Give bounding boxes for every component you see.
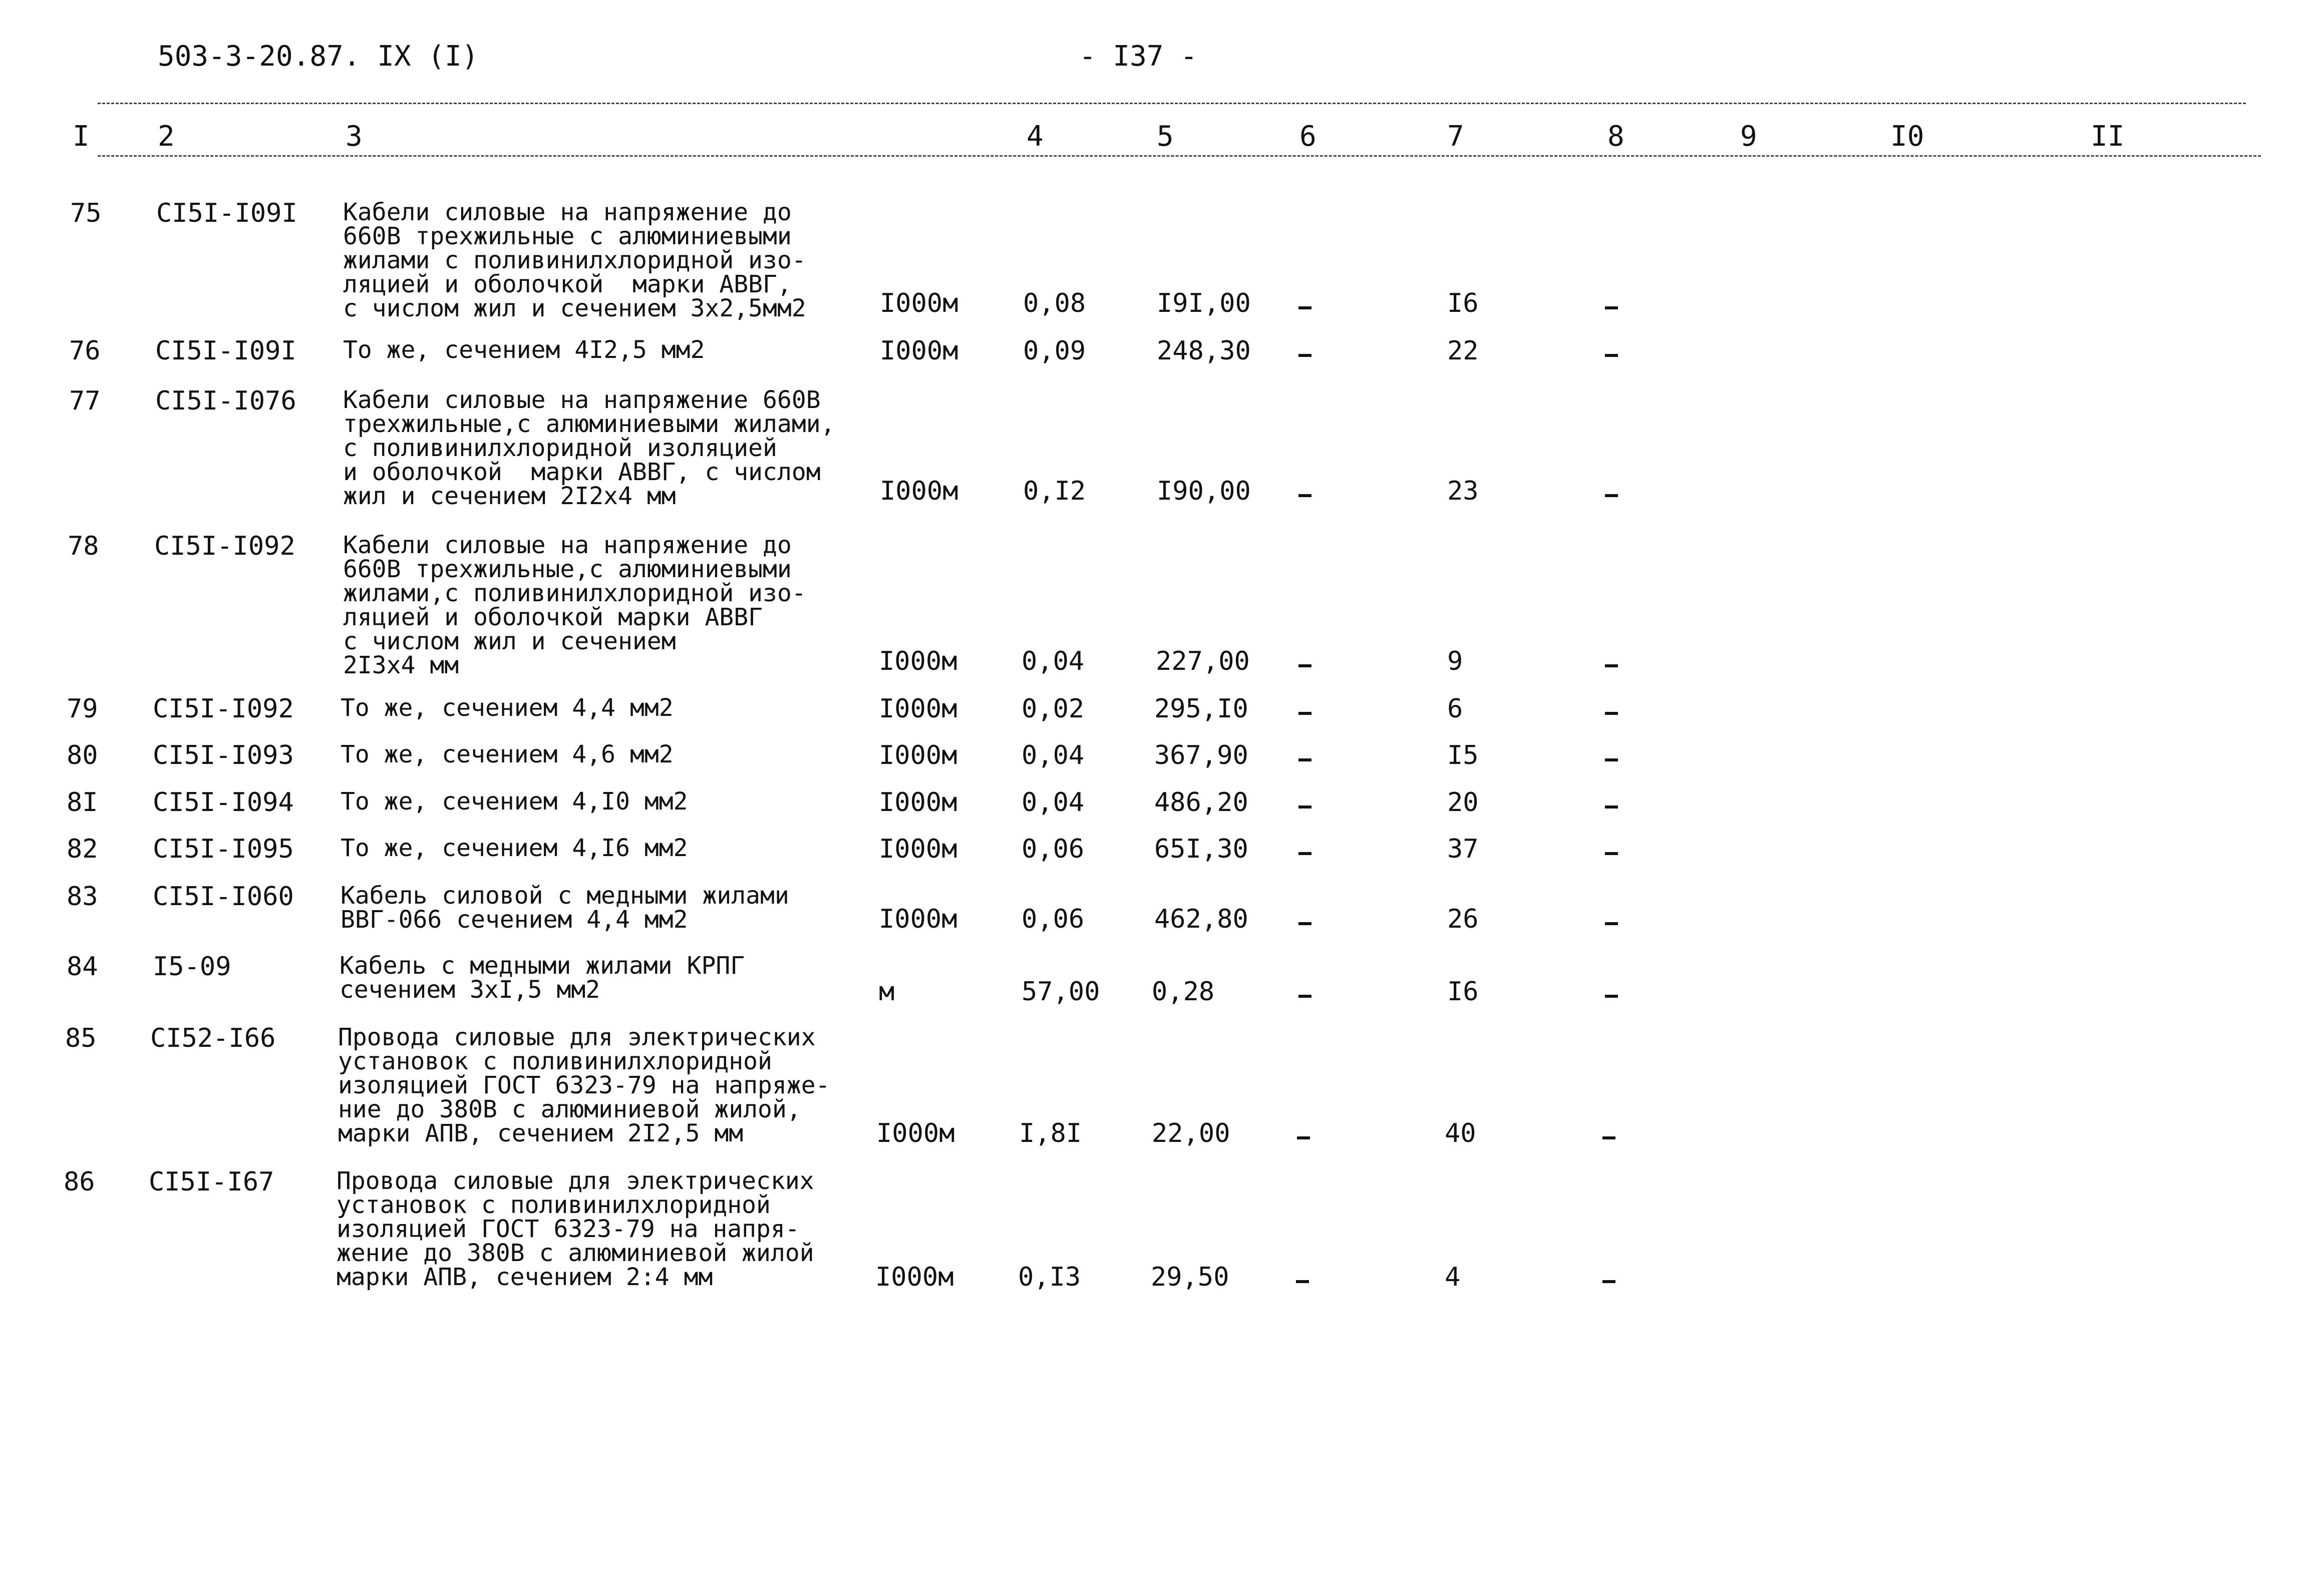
column-header-1: I (73, 120, 90, 153)
row-col6-dash (1298, 758, 1311, 761)
row-col6-dash (1298, 664, 1311, 667)
column-header-7: 7 (1447, 120, 1464, 153)
column-header-4: 4 (1027, 120, 1044, 153)
row-number: 84 (67, 952, 98, 982)
row-number: 82 (67, 834, 98, 864)
row-col6-dash (1298, 922, 1311, 925)
row-unit: I000м (880, 288, 958, 318)
row-number: 83 (67, 882, 98, 912)
row-col7: 4 (1445, 1262, 1461, 1292)
row-col7: I6 (1447, 977, 1479, 1007)
row-col7: 6 (1447, 694, 1463, 724)
row-code: CI5I-I060 (153, 882, 294, 912)
row-code: CI5I-I092 (154, 531, 295, 561)
row-unit: м (879, 977, 895, 1007)
row-col7: 22 (1447, 336, 1479, 366)
row-col5: 65I,30 (1154, 834, 1248, 864)
header-bottom-rule (98, 155, 2261, 157)
row-col8-dash (1605, 354, 1618, 357)
row-col7: 37 (1447, 834, 1479, 864)
row-number: 85 (65, 1023, 97, 1053)
row-col4: 0,02 (1022, 694, 1085, 724)
row-description: Кабели силовые на напряжение до 660В трехжильные с алюминиевыми жилами с поливинилхлоридной изо- ляцией и оболочкой марки АВВГ, с числом жил и сечением 3х2,5мм2 (343, 198, 806, 322)
row-col8-dash (1602, 1280, 1615, 1283)
row-number: 79 (67, 694, 98, 724)
column-header-6: 6 (1299, 120, 1316, 153)
row-unit: I000м (880, 336, 958, 366)
row-col8-dash (1605, 712, 1618, 715)
column-header-9: 9 (1740, 120, 1757, 153)
row-unit: I000м (879, 646, 957, 676)
row-col6-dash (1298, 354, 1311, 357)
row-description: Кабели силовые на напряжение 660В трехжильные,с алюминиевыми жилами, с поливинилхлоридной изоляцией и оболочкой марки АВВГ, с числом жил и сечением 2I2х4 мм (343, 386, 835, 510)
row-col5: I9I,00 (1157, 288, 1251, 318)
row-col8-dash (1605, 995, 1618, 998)
row-unit: I000м (876, 1118, 955, 1148)
row-col4: 0,I2 (1023, 476, 1086, 506)
row-col4: 0,09 (1023, 336, 1086, 366)
row-col5: I90,00 (1157, 476, 1251, 506)
row-col5: 22,00 (1152, 1118, 1230, 1148)
row-col5: 29,50 (1151, 1262, 1229, 1292)
row-number: 77 (69, 386, 101, 416)
row-number: 76 (69, 336, 101, 366)
row-col7: 23 (1447, 476, 1479, 506)
row-unit: I000м (879, 740, 957, 770)
row-col8-dash (1602, 1136, 1615, 1139)
row-col4: 0,06 (1022, 834, 1085, 864)
row-unit: I000м (879, 694, 957, 724)
row-col4: 0,I3 (1018, 1262, 1081, 1292)
row-col5: 227,00 (1156, 646, 1250, 676)
row-description: То же, сечением 4,I0 мм2 (341, 787, 688, 816)
row-code: CI5I-I095 (153, 834, 294, 864)
row-col5: 248,30 (1157, 336, 1251, 366)
row-description: Провода силовые для электрических установок с поливинилхлоридной изоляцией ГОСТ 6323-79 на напря- жение до 380В с алюминиевой жилой марки АПВ, сечением 2:4 мм (337, 1167, 814, 1291)
row-code: CI5I-I67 (149, 1167, 274, 1197)
row-col4: I,8I (1019, 1118, 1082, 1148)
row-col5: 486,20 (1154, 787, 1248, 818)
row-col4: 0,04 (1022, 646, 1085, 676)
row-code: CI5I-I092 (153, 694, 294, 724)
row-col6-dash (1298, 712, 1311, 715)
row-number: 78 (68, 531, 99, 561)
row-code: CI5I-I093 (153, 740, 294, 770)
row-description: То же, сечением 4,I6 мм2 (341, 834, 688, 862)
row-col4: 0,08 (1023, 288, 1086, 318)
header-top-rule (98, 103, 2246, 104)
row-code: I5-09 (153, 952, 231, 982)
row-code: CI52-I66 (150, 1023, 276, 1053)
row-col8-dash (1605, 758, 1618, 761)
row-col6-dash (1298, 995, 1311, 998)
row-code: CI5I-I094 (153, 787, 294, 818)
row-unit: I000м (875, 1262, 954, 1292)
row-col8-dash (1605, 806, 1618, 809)
row-number: 8I (67, 787, 98, 818)
row-col7: I6 (1447, 288, 1479, 318)
row-description: То же, сечением 4I2,5 мм2 (343, 336, 705, 364)
row-description: То же, сечением 4,6 мм2 (341, 740, 674, 768)
row-col4: 0,04 (1022, 787, 1085, 818)
row-col6-dash (1298, 306, 1311, 309)
row-col5: 462,80 (1154, 904, 1248, 934)
row-number: 86 (64, 1167, 95, 1197)
row-description: Провода силовые для электрических установок с поливинилхлоридной изоляцией ГОСТ 6323-79 на напряже- ние до 380В с алюминиевой жилой, марки АПВ, сечением 2I2,5 мм (338, 1023, 830, 1147)
row-unit: I000м (879, 904, 957, 934)
row-col6-dash (1298, 494, 1311, 497)
row-description: Кабель с медными жилами КРПГ сечением 3хI,5 мм2 (340, 952, 745, 1004)
row-col5: 367,90 (1154, 740, 1248, 770)
row-col7: 40 (1445, 1118, 1476, 1148)
row-unit: I000м (880, 476, 958, 506)
column-header-10: I0 (1890, 120, 1924, 153)
page-number: - I37 - (1079, 40, 1198, 73)
row-col6-dash (1298, 852, 1311, 855)
column-header-11: II (2091, 120, 2125, 153)
row-code: CI5I-I09I (155, 336, 296, 366)
row-col7: 9 (1447, 646, 1463, 676)
row-col8-dash (1605, 852, 1618, 855)
row-col6-dash (1298, 806, 1311, 809)
row-number: 80 (67, 740, 98, 770)
document-code: 503-3-20.87. IX (I) (158, 40, 479, 73)
row-col6-dash (1296, 1280, 1309, 1283)
row-code: CI5I-I09I (156, 198, 297, 228)
column-header-5: 5 (1157, 120, 1174, 153)
row-number: 75 (70, 198, 102, 228)
row-col8-dash (1605, 494, 1618, 497)
row-col4: 0,06 (1022, 904, 1085, 934)
row-unit: I000м (879, 834, 957, 864)
row-code: CI5I-I076 (155, 386, 296, 416)
row-col4: 57,00 (1022, 977, 1100, 1007)
row-col7: 26 (1447, 904, 1479, 934)
row-description: То же, сечением 4,4 мм2 (341, 694, 674, 722)
row-col5: 0,28 (1152, 977, 1215, 1007)
row-description: Кабели силовые на напряжение до 660В трехжильные,с алюминиевыми жилами,с поливинилхлоридной изо- ляцией и оболочкой марки АВВГ с числом жил и сечением 2I3х4 мм (343, 531, 806, 679)
row-col8-dash (1605, 306, 1618, 309)
row-col6-dash (1297, 1136, 1310, 1139)
row-col8-dash (1605, 922, 1618, 925)
row-unit: I000м (879, 787, 957, 818)
column-header-3: 3 (346, 120, 363, 153)
row-col7: 20 (1447, 787, 1479, 818)
row-col7: I5 (1447, 740, 1479, 770)
row-col4: 0,04 (1022, 740, 1085, 770)
row-description: Кабель силовой с медными жилами ВВГ-066 сечением 4,4 мм2 (341, 882, 789, 934)
row-col5: 295,I0 (1154, 694, 1248, 724)
column-header-2: 2 (158, 120, 175, 153)
column-header-8: 8 (1607, 120, 1624, 153)
row-col8-dash (1605, 664, 1618, 667)
